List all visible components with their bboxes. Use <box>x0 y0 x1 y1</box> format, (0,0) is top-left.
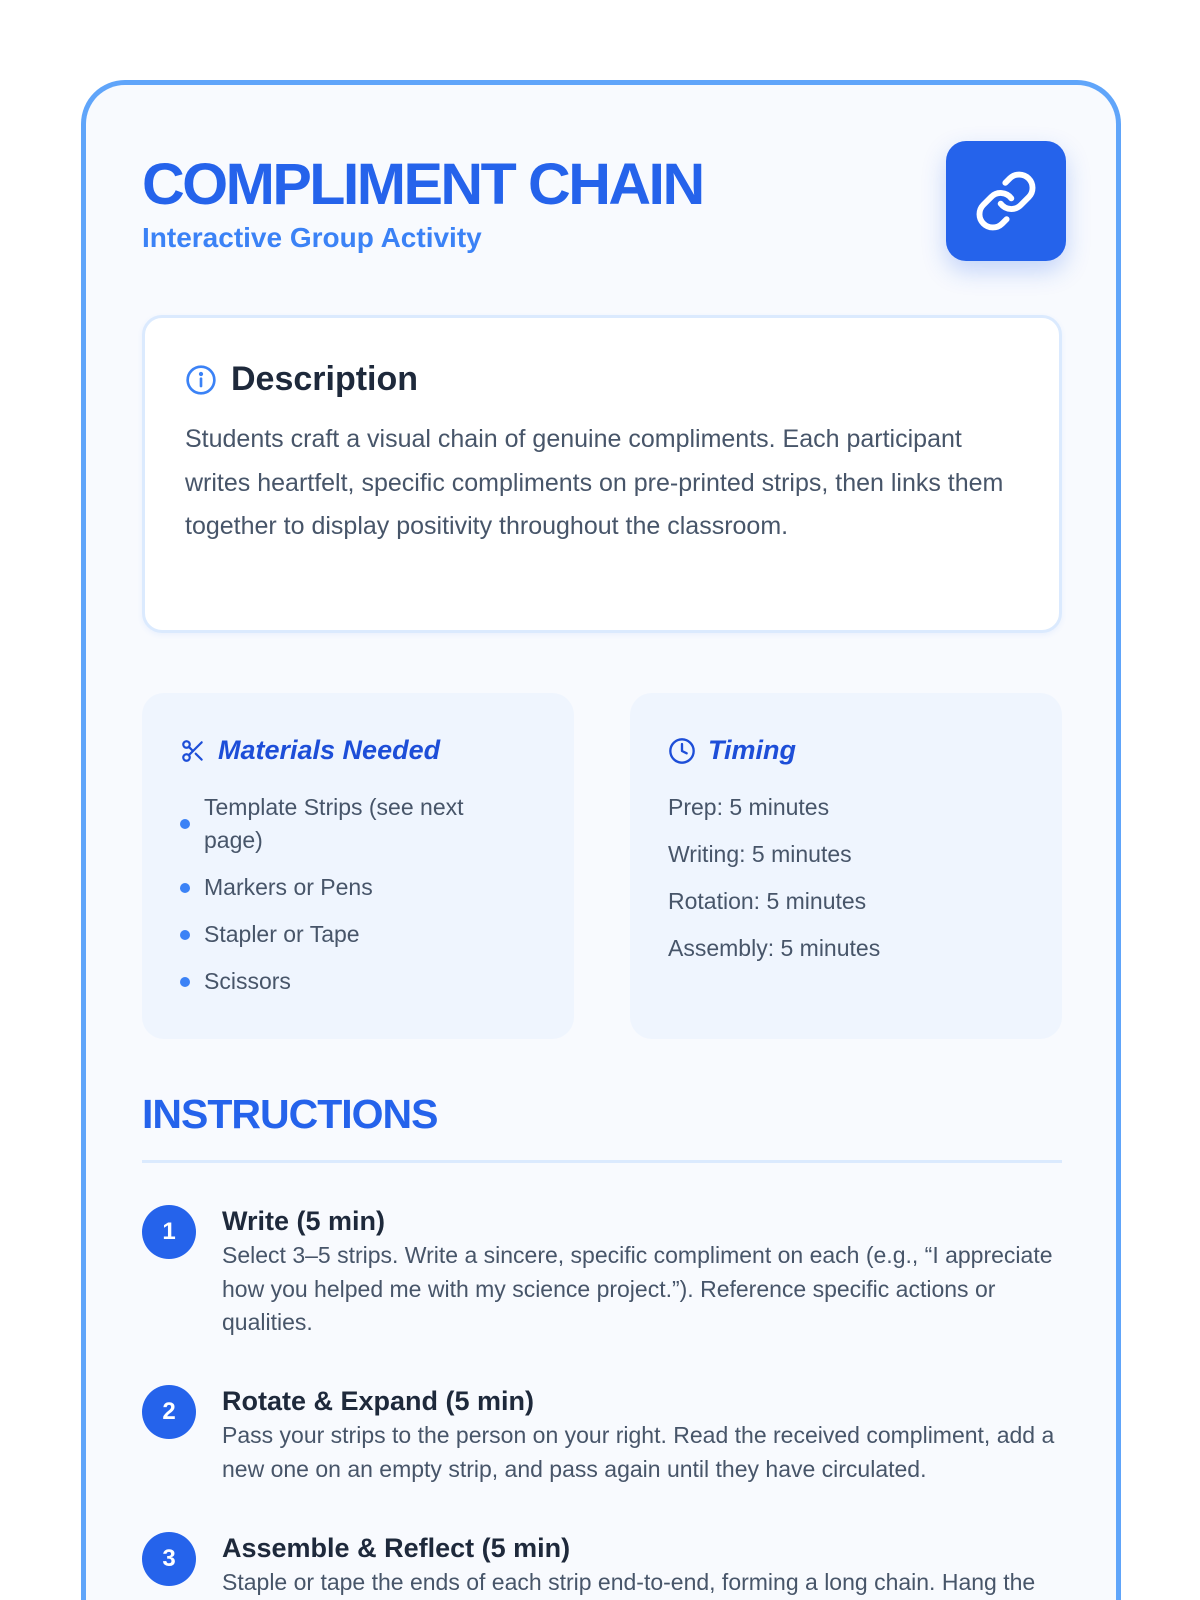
timing-row: Prep: 5 minutes <box>668 794 830 820</box>
description-header <box>185 360 418 399</box>
description-heading: Description <box>231 360 419 398</box>
materials-panel <box>142 693 574 1039</box>
timing-panel <box>630 693 1062 1039</box>
timing-row: Assembly: 5 minutes <box>668 935 881 961</box>
clock-icon <box>668 737 696 765</box>
page-title: COMPLIMENT CHAIN <box>142 152 703 217</box>
timing-heading: Timing <box>708 735 797 765</box>
step-text: Select 3–5 strips. Write a sincere, specific compliment on each (e.g., “I appreciate how you helped me with my science project.”). Reference specific actions or qualities. <box>222 1242 1053 1335</box>
step-number-badge: 1 <box>142 1205 196 1259</box>
materials-heading: Materials Needed <box>218 735 441 765</box>
scissors-icon <box>180 738 206 764</box>
step-title: Write (5 min) <box>222 1206 386 1236</box>
list-item: Template Strips (see next page) <box>180 791 520 857</box>
step-text: Staple or tape the ends of each strip end-to-end, forming a long chain. Hang the <box>222 1569 1036 1595</box>
materials-list <box>180 791 520 1012</box>
divider <box>142 1160 1062 1163</box>
timing-row: Rotation: 5 minutes <box>668 888 867 914</box>
step-body <box>222 1383 1062 1486</box>
info-icon <box>185 364 217 396</box>
step-body <box>222 1203 1062 1340</box>
step-number-badge: 3 <box>142 1532 196 1586</box>
step-title: Assemble & Reflect (5 min) <box>222 1533 571 1563</box>
step-body <box>222 1530 1062 1600</box>
instructions-heading: INSTRUCTIONS <box>142 1091 438 1137</box>
list-item: Markers or Pens <box>180 871 520 904</box>
activity-card <box>81 80 1121 1600</box>
timing-header <box>668 735 796 766</box>
description-card <box>142 315 1062 633</box>
list-item: Stapler or Tape <box>180 918 520 951</box>
step-number-badge: 2 <box>142 1385 196 1439</box>
page-subtitle: Interactive Group Activity <box>142 222 482 253</box>
description-text: Students craft a visual chain of genuine compliments. Each participant writes heartfelt, specific compliments on pre-printed strips, then links them together to display positivity throughout the classroom. <box>185 425 1004 540</box>
list-item: Scissors <box>180 965 520 998</box>
materials-header <box>180 735 440 766</box>
step-title: Rotate & Expand (5 min) <box>222 1386 535 1416</box>
step-text: Pass your strips to the person on your right. Read the received compliment, add a new one on an empty strip, and pass again until they have circulated. <box>222 1422 1055 1482</box>
timing-row: Writing: 5 minutes <box>668 841 852 867</box>
link-icon <box>974 169 1038 233</box>
link-logo <box>946 141 1066 261</box>
timing-list <box>668 791 1028 979</box>
